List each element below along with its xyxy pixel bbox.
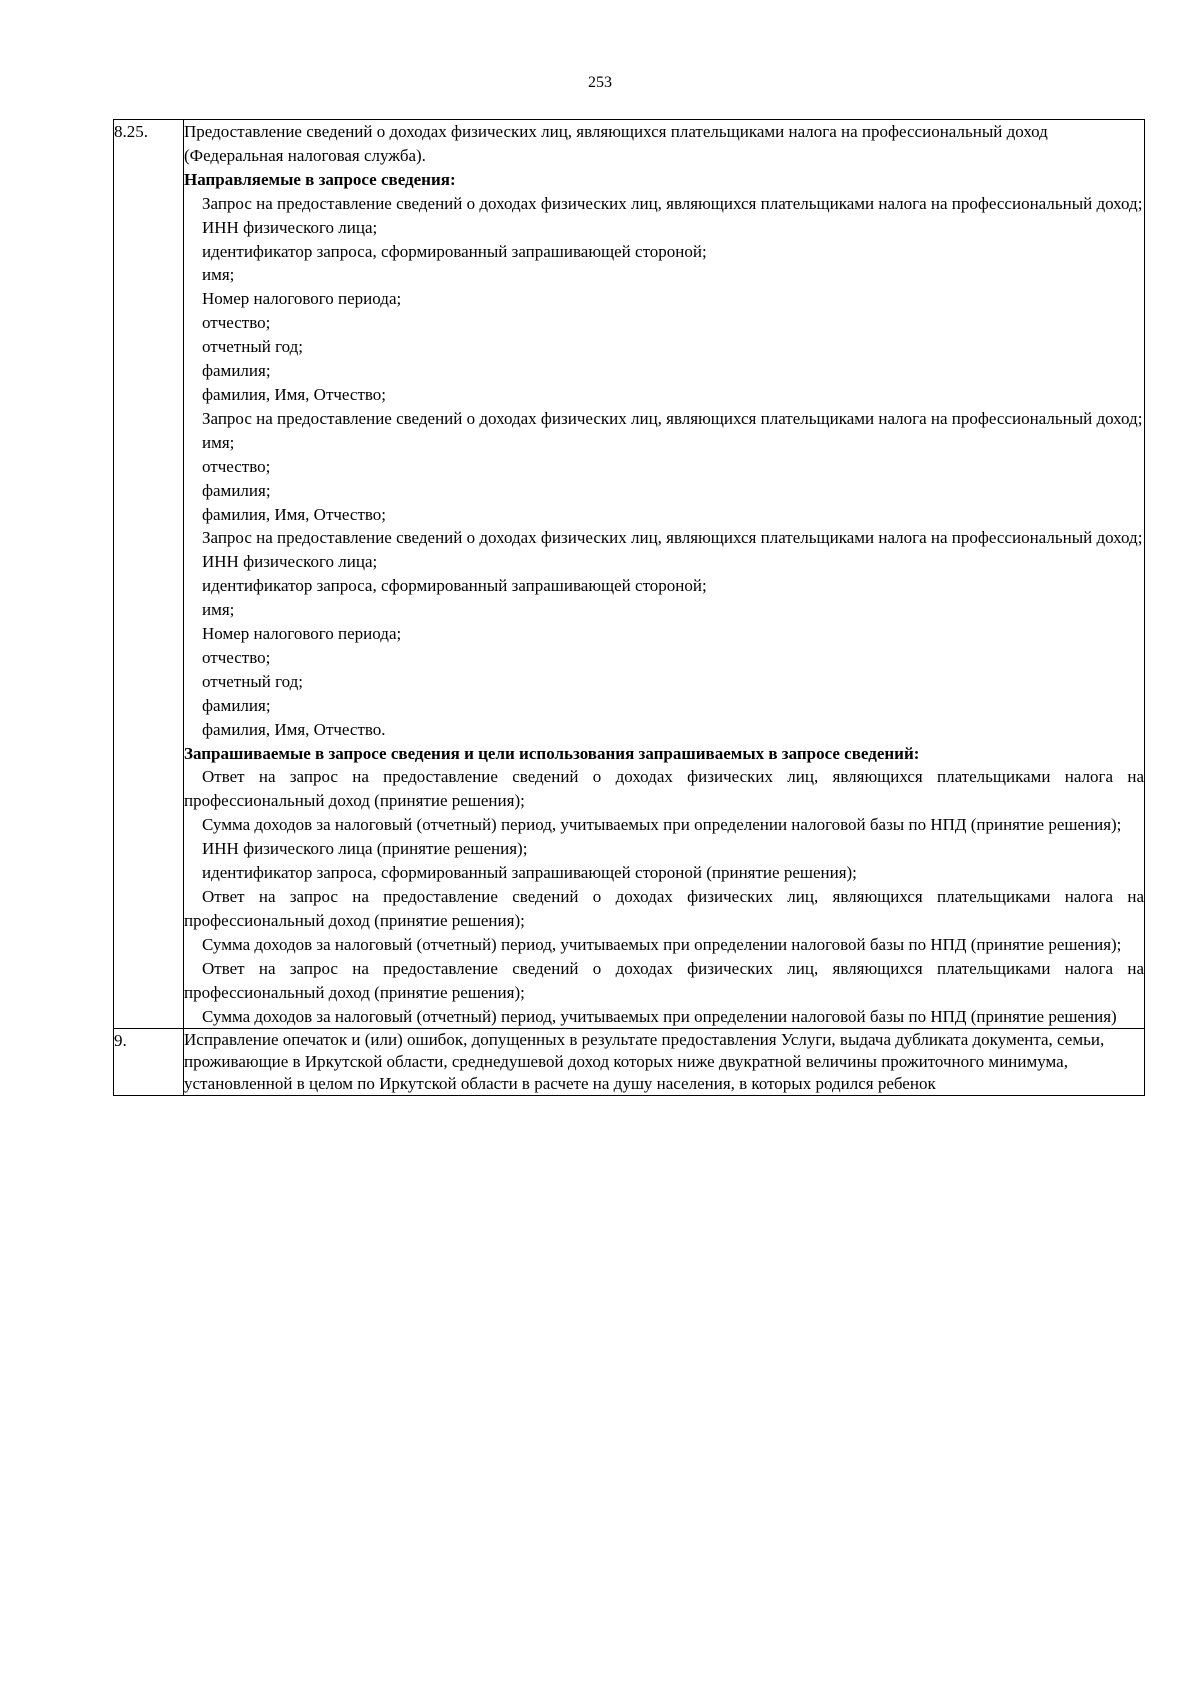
list-item: фамилия; xyxy=(202,480,271,500)
list-item: фамилия, Имя, Отчество; xyxy=(202,384,387,404)
services-table xyxy=(113,119,1145,1096)
table-row xyxy=(114,120,1145,1029)
list-item: отчетный год; xyxy=(202,671,304,691)
list-item: имя; xyxy=(202,432,235,452)
list-item: отчетный год; xyxy=(202,337,304,357)
requested-heading: Запрашиваемые в запросе сведения и цели использования запрашиваемых в запросе сведений: xyxy=(184,743,920,763)
list-item: Ответ на запрос на предоставление сведений о доходах физических лиц, являющихся плательщиками налога на профессиональный доход (принятие решения); xyxy=(184,887,1144,930)
list-item: Номер налогового периода; xyxy=(202,289,402,309)
list-item: фамилия, Имя, Отчество. xyxy=(202,719,386,739)
list-item: Ответ на запрос на предоставление сведений о доходах физических лиц, являющихся плательщиками налога на профессиональный доход (принятие решения); xyxy=(184,767,1144,811)
page-number: 253 xyxy=(588,74,612,91)
list-item: фамилия; xyxy=(202,695,271,715)
list-item: Запрос на предоставление сведений о доходах физических лиц, являющихся плательщиками налога на профессиональный доход; xyxy=(202,528,1143,548)
list-item: идентификатор запроса, сформированный запрашивающей стороной (принятие решения); xyxy=(202,863,857,883)
list-item: имя; xyxy=(202,600,235,620)
row-content xyxy=(184,120,1145,1029)
list-item: фамилия; xyxy=(202,361,271,381)
service-title: Исправление опечаток и (или) ошибок, допущенных в результате предоставления Услуги, выдача дубликата документа, семьи, проживающие в Иркутской области, среднедушевой доход которых ниже двукратной величины прожиточного минимума, установленной в целом по Иркутской области в расчете на душу населения, в которых родился ребенок xyxy=(184,1030,1105,1094)
list-item: фамилия, Имя, Отчество; xyxy=(202,504,387,524)
list-item: Сумма доходов за налоговый (отчетный) период, учитываемых при определении налоговой базы по НПД (принятие решения) xyxy=(202,1006,1117,1026)
row-content xyxy=(184,1029,1145,1096)
list-item: Сумма доходов за налоговый (отчетный) период, учитываемых при определении налоговой базы по НПД (принятие решения); xyxy=(202,815,1122,835)
list-item: Номер налогового периода; xyxy=(202,624,402,644)
table-row xyxy=(114,1029,1145,1096)
sent-list xyxy=(184,192,1144,742)
list-item: отчество; xyxy=(202,313,271,333)
list-item: ИНН физического лица; xyxy=(202,217,378,237)
list-item: отчество; xyxy=(202,647,271,667)
list-item: Запрос на предоставление сведений о доходах физических лиц, являющихся плательщиками налога на профессиональный доход; xyxy=(202,408,1143,428)
list-item: ИНН физического лица (принятие решения); xyxy=(202,839,528,859)
list-item: идентификатор запроса, сформированный запрашивающей стороной; xyxy=(202,241,707,261)
service-title: Предоставление сведений о доходах физических лиц, являющихся плательщиками налога на профессиональный доход (Федеральная налоговая служба). xyxy=(184,122,1048,165)
list-item: отчество; xyxy=(202,456,271,476)
list-item: идентификатор запроса, сформированный запрашивающей стороной; xyxy=(202,576,707,596)
list-item: Запрос на предоставление сведений о доходах физических лиц, являющихся плательщиками налога на профессиональный доход; xyxy=(202,193,1143,213)
list-item: Сумма доходов за налоговый (отчетный) период, учитываемых при определении налоговой базы по НПД (принятие решения); xyxy=(202,934,1122,954)
requested-list xyxy=(184,765,1144,1028)
list-item: имя; xyxy=(202,265,235,285)
sent-heading: Направляемые в запросе сведения: xyxy=(184,169,456,189)
row-number: 8.25. xyxy=(114,120,184,1029)
row-number: 9. xyxy=(114,1029,184,1096)
list-item: Ответ на запрос на предоставление сведений о доходах физических лиц, являющихся плательщиками налога на профессиональный доход (принятие решения); xyxy=(184,958,1144,1002)
list-item: ИНН физического лица; xyxy=(202,552,378,572)
